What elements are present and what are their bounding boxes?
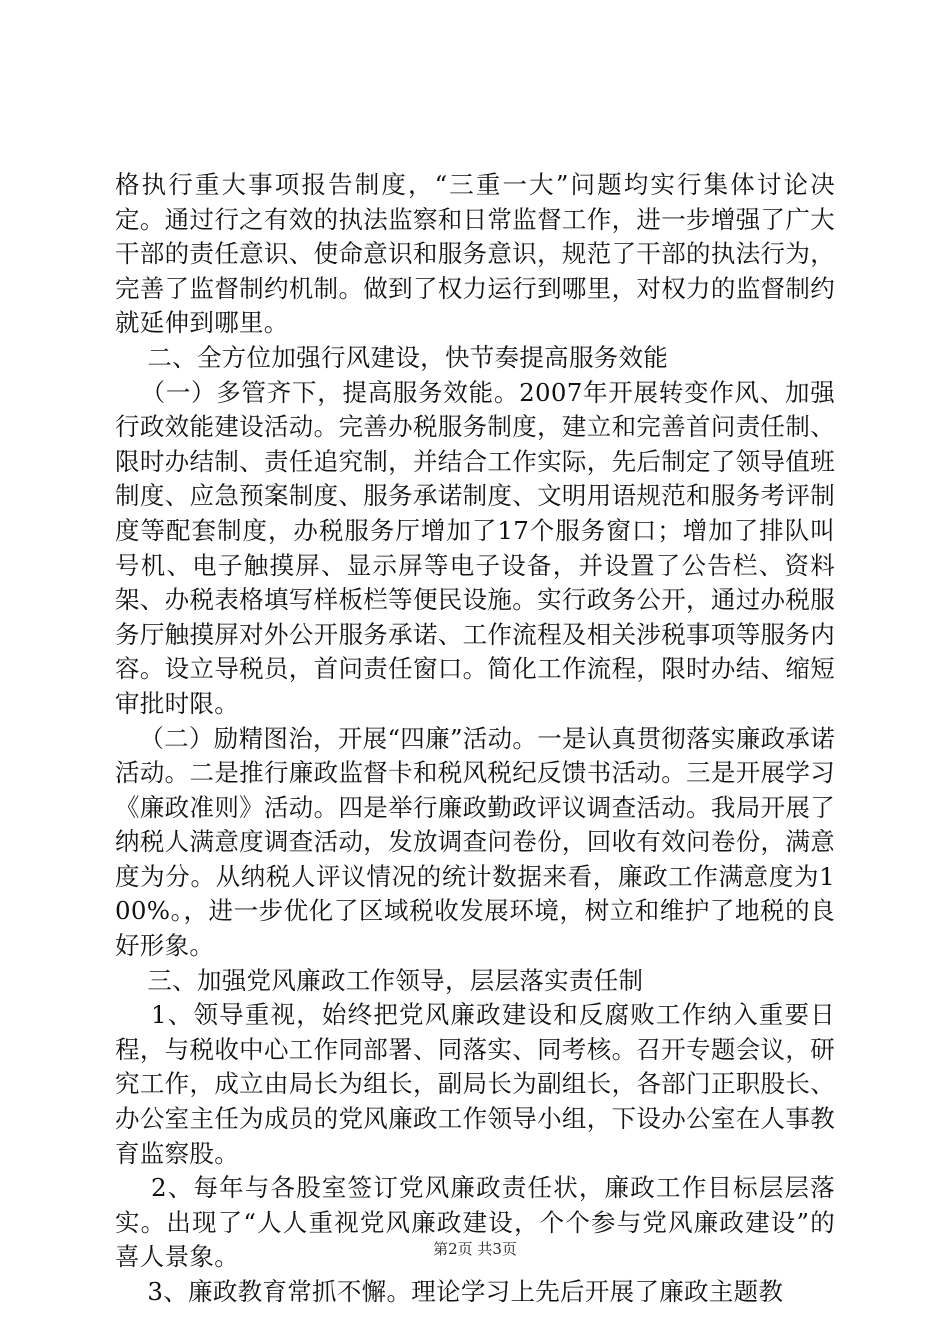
paragraph-four-integrity: （二）励精图治，开展“四廉”活动。一是认真贯彻落实廉政承诺活动。二是推行廉政监督卡和税风税纪反馈书活动。三是开展学习《廉政准则》活动。四是举行廉政勤政评议调查活动。我局开展了纳税人满意度调查活动，发放调查问卷份，回收有效问卷份，满意度为分。从纳税人评议情况的统计数据来看，廉政工作满意度为100%。，进一步优化了区域税收发展环境，树立和维护了地税的良好形象。	[115, 723, 835, 961]
page-number-footer: 第2页 共3页	[433, 1240, 517, 1258]
paragraph-service-efficiency: （一）多管齐下，提高服务效能。2007年开展转变作风、加强行政效能建设活动。完善办税服务制度，建立和完善首问责任制、限时办结制、责任追究制，并结合工作实际，先后制定了领导值班制度、应急预案制度、服务承诺制度、文明用语规范和服务考评制度等配套制度，办税服务厅增加了17个服务窗口；增加了排队叫号机、电子触摸屏、显示屏等电子设备，并设置了公告栏、资料架、办税表格填写样板栏等便民设施。实行政务公开，通过办税服务厅触摸屏对外公开服务承诺、工作流程及相关涉税事项等服务内容。设立导税员，首问责任窗口。简化工作流程，限时办结、缩短审批时限。	[115, 377, 835, 718]
section-heading-3: 三、加强党风廉政工作领导，层层落实责任制	[115, 965, 644, 995]
paragraph-continuation: 格执行重大事项报告制度，“三重一大”问题均实行集体讨论决定。通过行之有效的执法监察和日常监督工作，进一步增强了广大干部的责任意识、使命意识和服务意识，规范了干部的执法行为，完善了监督制约机制。做到了权力运行到哪里，对权力的监督制约就延伸到哪里。	[115, 170, 835, 338]
paragraph-item-1: 1、领导重视，始终把党风廉政建设和反腐败工作纳入重要日程，与税收中心工作同部署、同落实、同考核。召开专题会议，研究工作，成立由局长为组长，副局长为副组长，各部门正职股长、办公室主任为成员的党风廉政工作领导小组，下设办公室在人事教育监察股。	[115, 1000, 835, 1168]
document-body	[115, 168, 835, 1310]
paragraph-item-3: 3、廉政教育常抓不懈。理论学习上先后开展了廉政主题教	[115, 1277, 784, 1306]
paragraph-item-2: 2、每年与各股室签订党风廉政责任状，廉政工作目标层层落实。出现了“人人重视党风廉政建设，个个参与党风廉政建设”的喜人景象。	[115, 1173, 835, 1272]
section-heading-2: 二、全方位加强行风建设，快节奏提高服务效能	[115, 342, 669, 372]
